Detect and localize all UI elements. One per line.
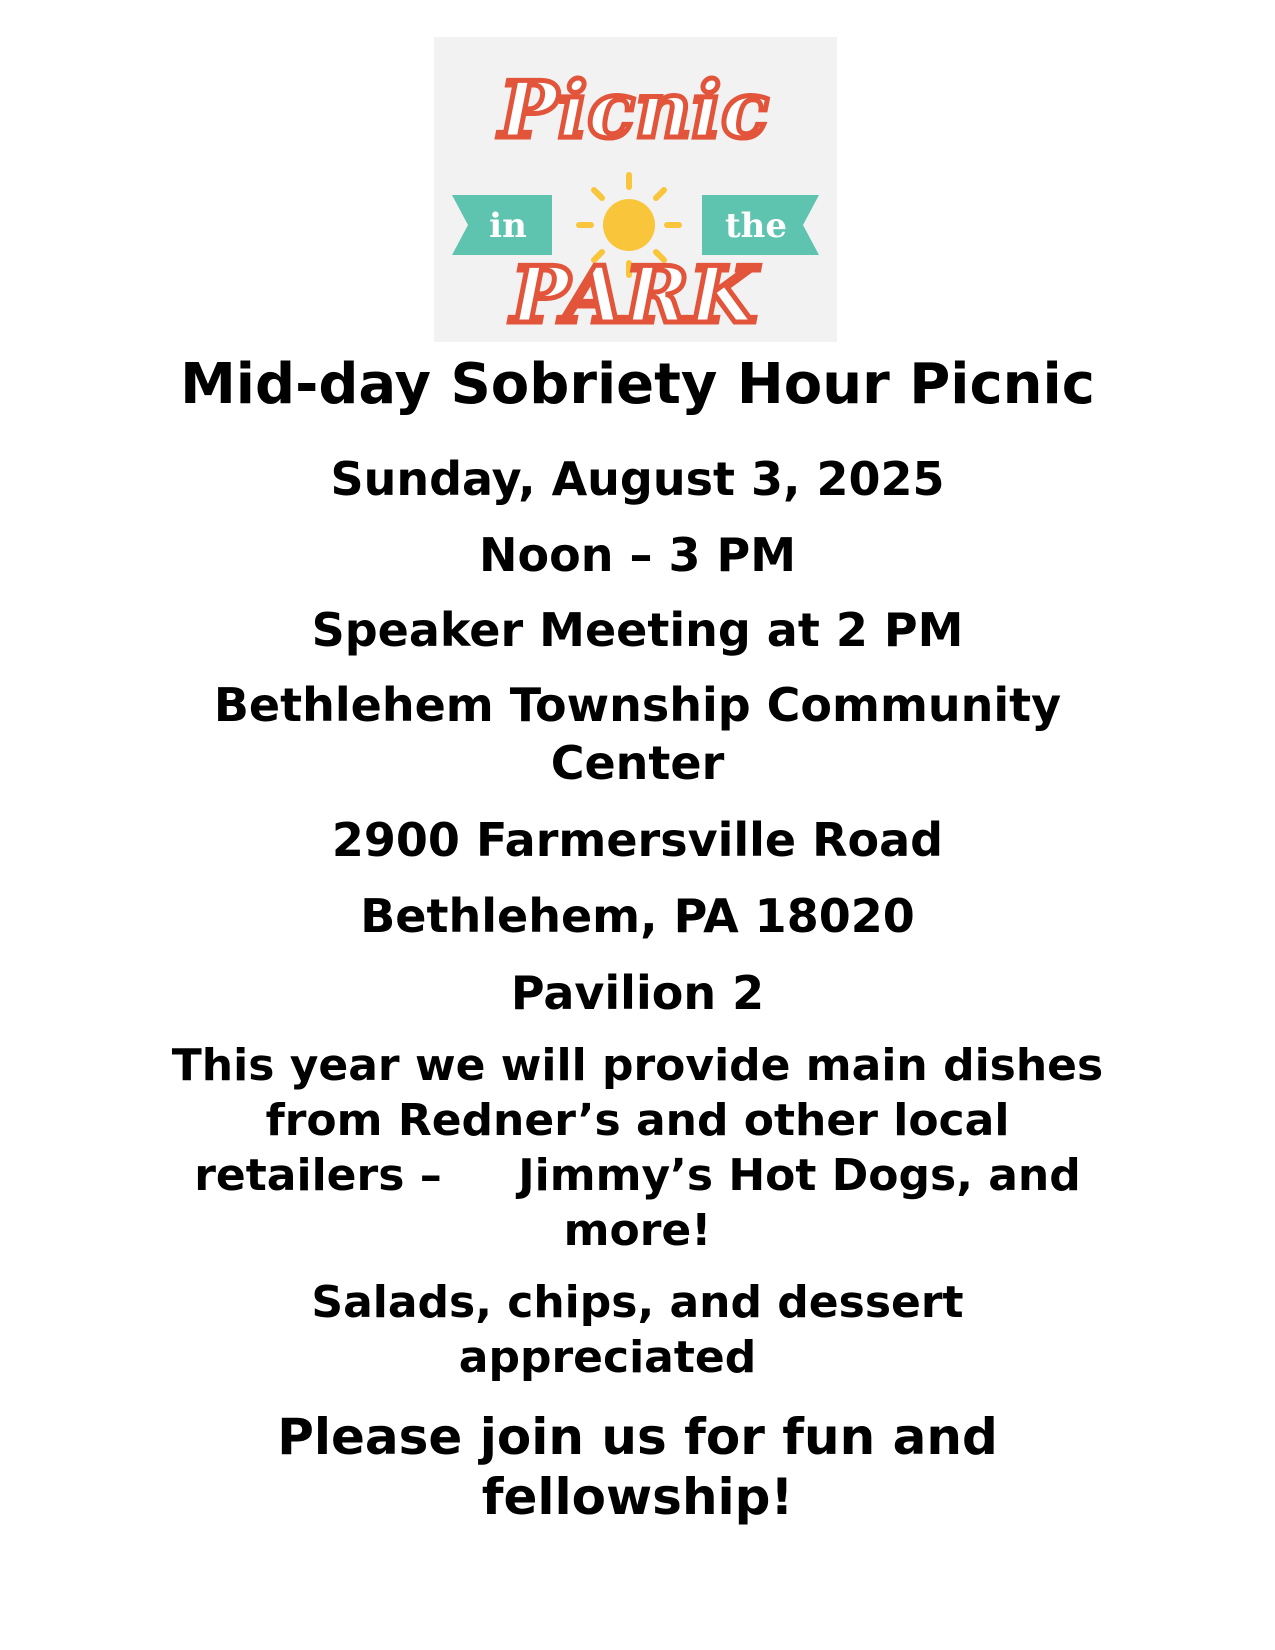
event-date: Sunday, August 3, 2025: [330, 452, 945, 506]
food-line-4: more!: [563, 1205, 712, 1256]
logo-ribbon-left-text: in: [489, 206, 527, 246]
flyer-title: Mid-day Sobriety Hour Picnic: [180, 352, 1095, 417]
venue-name-line-1: Bethlehem Township Community: [213, 678, 1062, 732]
pavilion: Pavilion 2: [510, 966, 765, 1020]
closing-line-2: fellowship!: [481, 1468, 794, 1526]
picnic-in-the-park-logo: [434, 37, 837, 342]
venue-name-line-2: Center: [550, 736, 725, 790]
logo-ribbon-right-text: the: [724, 206, 788, 246]
food-line-3: retailers – Jimmy’s Hot Dogs, and: [194, 1150, 1081, 1201]
event-time: Noon – 3 PM: [479, 528, 796, 582]
logo-word-bottom: PARK: [510, 250, 758, 341]
logo-word-top: Picnic: [499, 65, 769, 156]
speaker-meeting: Speaker Meeting at 2 PM: [311, 603, 964, 657]
street-address: 2900 Farmersville Road: [331, 813, 944, 867]
food-line-1: This year we will provide main dishes: [171, 1040, 1104, 1091]
bring-line-1: Salads, chips, and dessert: [311, 1277, 964, 1328]
closing-line-1: Please join us for fun and: [277, 1408, 998, 1466]
logo-artwork: [434, 37, 837, 342]
bring-line-2: appreciated: [458, 1332, 757, 1383]
food-line-2: from Redner’s and other local: [265, 1095, 1010, 1146]
city-state-zip: Bethlehem, PA 18020: [360, 889, 915, 943]
